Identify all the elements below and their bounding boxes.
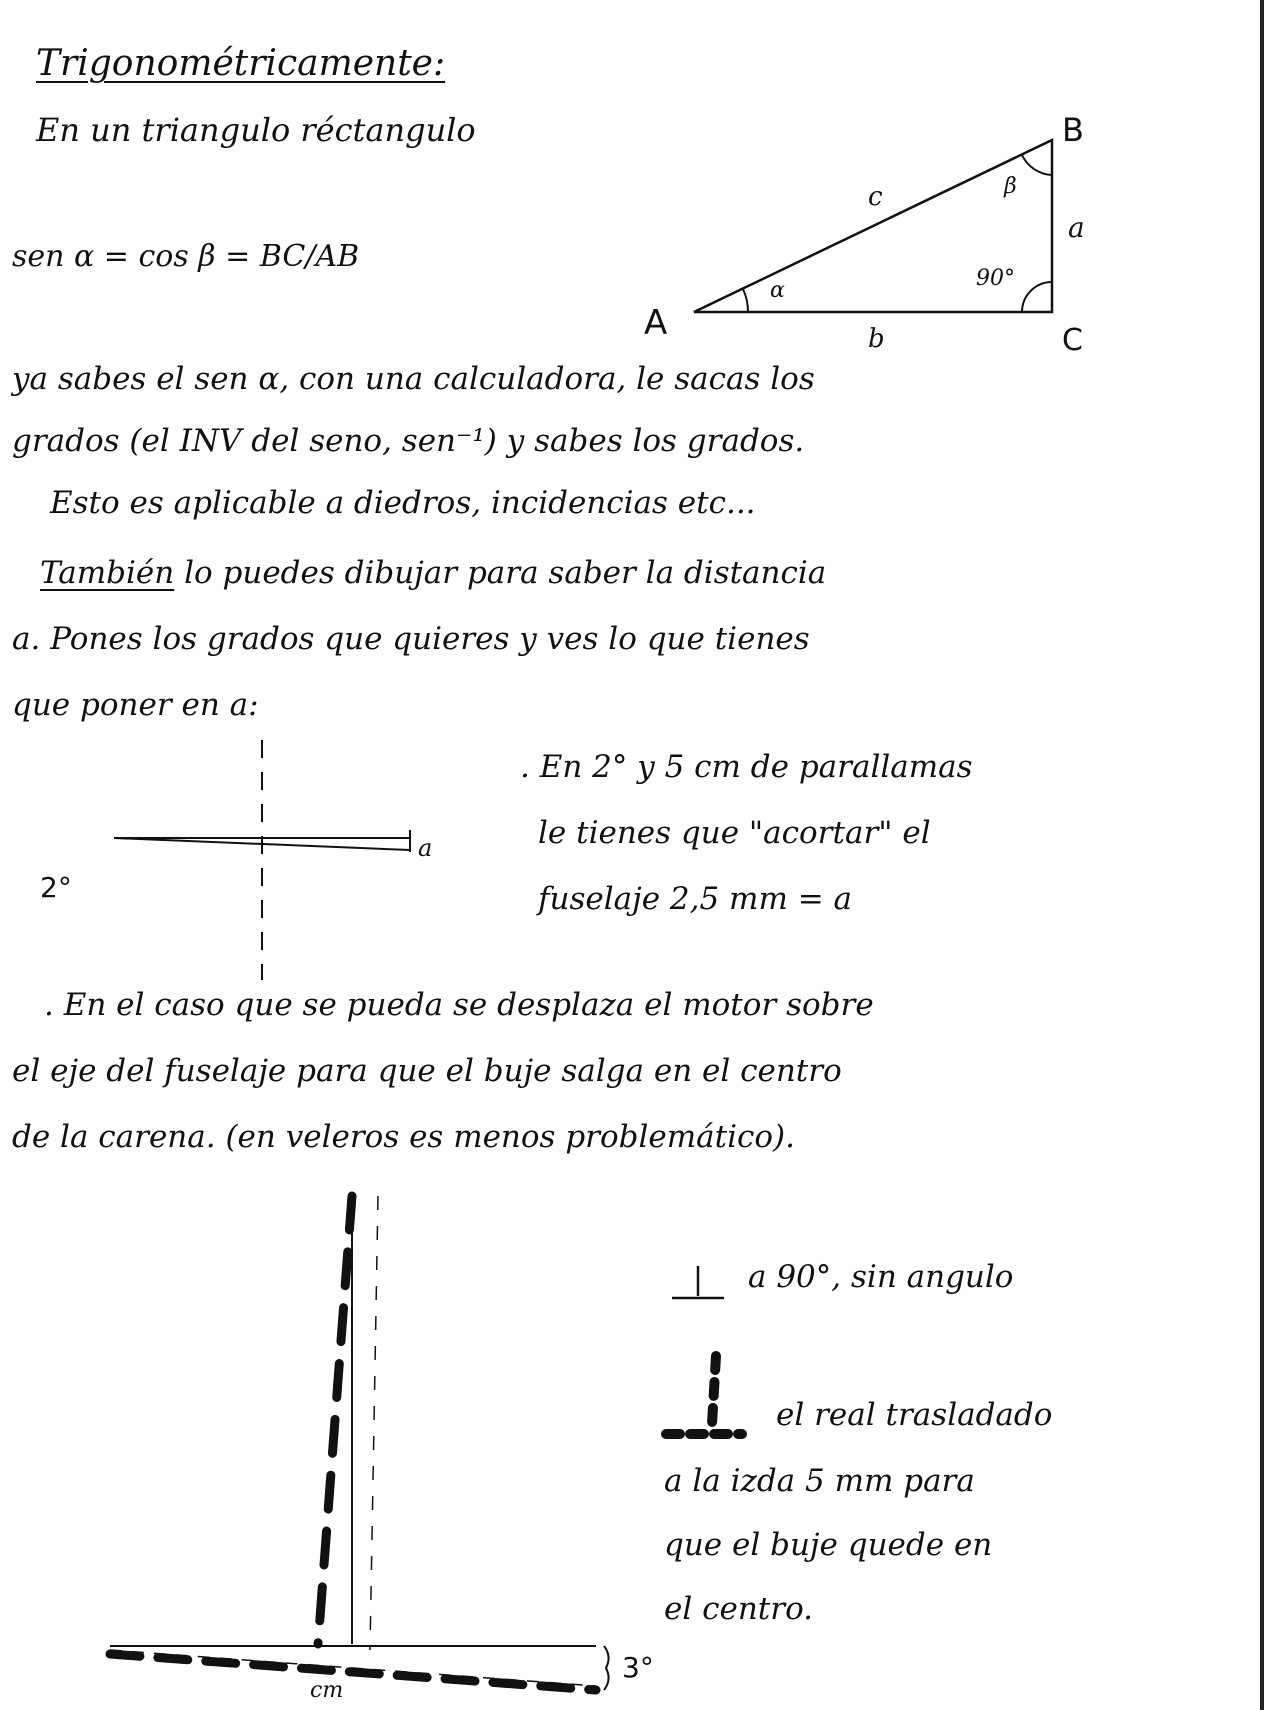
- fig1-note-line3: fuselaje 2,5 mm = a: [538, 881, 853, 917]
- fig1-side-label: a: [418, 834, 433, 862]
- para2-line3: que poner en a:: [12, 687, 259, 723]
- sine-formula: sen α = cos β = BC/AB: [12, 239, 360, 274]
- page-heading: Trigonométricamente:: [36, 43, 446, 84]
- fig2-legend2-line4: el centro.: [664, 1591, 814, 1627]
- para2-lead-word: También: [40, 555, 175, 591]
- intro-line: En un triangulo réctangulo: [36, 111, 476, 149]
- fig2-legend2-line3: que el buje quede en: [664, 1527, 993, 1563]
- fig2-legend2-line2: a la izda 5 mm para: [664, 1463, 975, 1499]
- para1-line1: ya sabes el sen α, con una calculadora, le sacas los: [12, 361, 815, 397]
- fig2-legend1: a 90°, sin angulo: [748, 1259, 1014, 1295]
- fig1-angle-label: 2°: [40, 871, 72, 904]
- fig1-note-line2: le tienes que "acortar" el: [538, 815, 931, 851]
- vertex-b-label: B: [1062, 111, 1084, 149]
- side-a-label: a: [1068, 211, 1085, 244]
- para3-line3: de la carena. (en veleros es menos problemático).: [12, 1119, 795, 1155]
- fig2-bottom-label: cm: [310, 1678, 344, 1703]
- para2-rest: lo puedes dibujar para saber la distancia: [174, 555, 827, 591]
- fig1-note-line1: . En 2° y 5 cm de parallamas: [520, 749, 973, 785]
- angle-alpha-label: α: [770, 278, 785, 303]
- para3-line2: el eje del fuselaje para que el buje salga en el centro: [12, 1053, 842, 1089]
- fig2-angle-label: 3°: [622, 1651, 654, 1684]
- para1-line3: Esto es aplicable a diedros, incidencias etc...: [50, 485, 756, 521]
- fig2-legend2-line1: el real trasladado: [776, 1397, 1053, 1433]
- para1-line2: grados (el INV del seno, sen⁻¹) y sabes los grados.: [12, 423, 805, 459]
- angle-beta-label: β: [1004, 174, 1017, 199]
- para2-line2: a. Pones los grados que quieres y ves lo que tienes: [12, 621, 810, 657]
- side-b-label: b: [868, 324, 885, 354]
- vertex-c-label: C: [1062, 323, 1083, 358]
- vertex-a-label: A: [644, 303, 668, 343]
- side-c-label: c: [868, 182, 883, 212]
- para3-line1: . En el caso que se pueda se desplaza el motor sobre: [44, 987, 874, 1023]
- angle-right-label: 90°: [976, 266, 1015, 291]
